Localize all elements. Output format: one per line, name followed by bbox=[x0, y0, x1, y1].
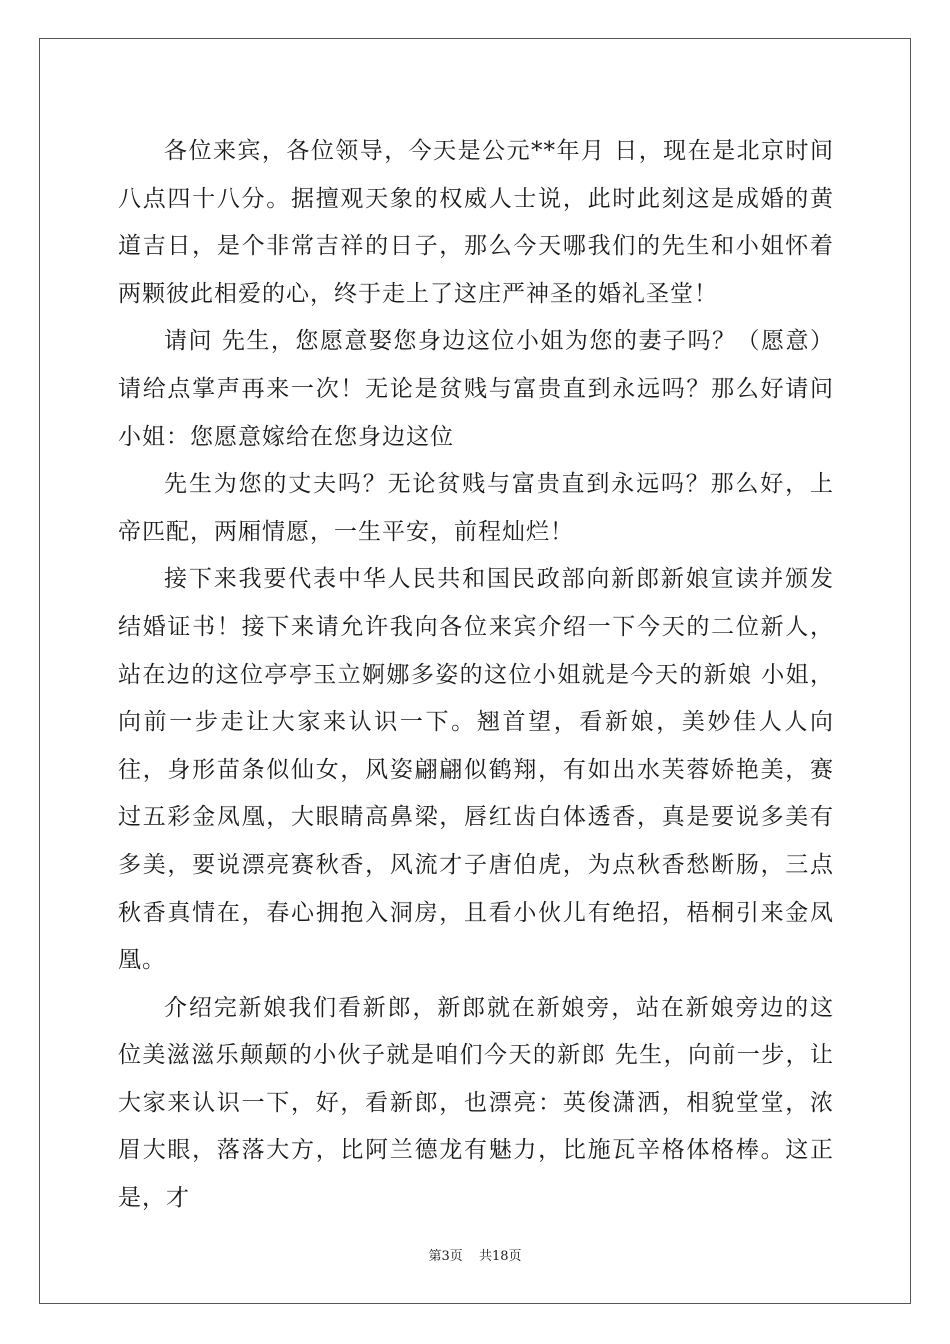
paragraph-5: 介绍完新娘我们看新郎，新郎就在新娘旁，站在新娘旁边的这位美滋滋乐颠颠的小伙子就是咱们今天的新郎 先生，向前一步，让大家来认识一下，好，看新郎，也漂亮：英俊潇洒，相貌堂堂，浓眉大眼，落落大方，比阿兰德龙有魅力，比施瓦辛格体格棒。这正是，才 bbox=[118, 994, 834, 1212]
page-footer bbox=[0, 1249, 950, 1265]
page-total: 共18页 bbox=[478, 1249, 522, 1264]
paragraph-2: 请问 先生，您愿意娶您身边这位小姐为您的妻子吗？（愿意）请给点掌声再来一次！无论是贫贱与富贵直到永远吗？那么好请问小姐：您愿意嫁给在您身边这位 bbox=[118, 328, 834, 450]
paragraph-1: 各位来宾，各位领导，今天是公元**年月 日，现在是北京时间八点四十八分。据擅观天象的权威人士说，此时此刻这是成婚的黄道吉日，是个非常吉祥的日子，那么今天哪我们的先生和小姐怀着两颗彼此相爱的心，终于走上了这庄严神圣的婚礼圣堂！ bbox=[118, 138, 834, 307]
paragraph-3: 先生为您的丈夫吗？无论贫贱与富贵直到永远吗？那么好，上帝匹配，两厢情愿，一生平安，前程灿烂！ bbox=[118, 471, 834, 545]
page-number: 第3页 bbox=[428, 1249, 463, 1264]
document-body bbox=[118, 128, 834, 1223]
paragraph-4: 接下来我要代表中华人民共和国民政部向新郎新娘宣读并颁发结婚证书！接下来请允许我向各位来宾介绍一下今天的二位新人，站在边的这位亭亭玉立婀娜多姿的这位小姐就是今天的新娘 小姐，向前一步走让大家来认识一下。翘首望，看新娘，美妙佳人人向往，身形苗条似仙女，风姿翩翩似鹤翔，有如出水芙蓉娇艳美，赛过五彩金凤凰，大眼睛高鼻梁，唇红齿白体透香，真是要说多美有多美，要说漂亮赛秋香，风流才子唐伯虎，为点秋香愁断肠，三点秋香真情在，春心拥抱入洞房，且看小伙儿有绝招，梧桐引来金凤凰。 bbox=[118, 566, 834, 974]
